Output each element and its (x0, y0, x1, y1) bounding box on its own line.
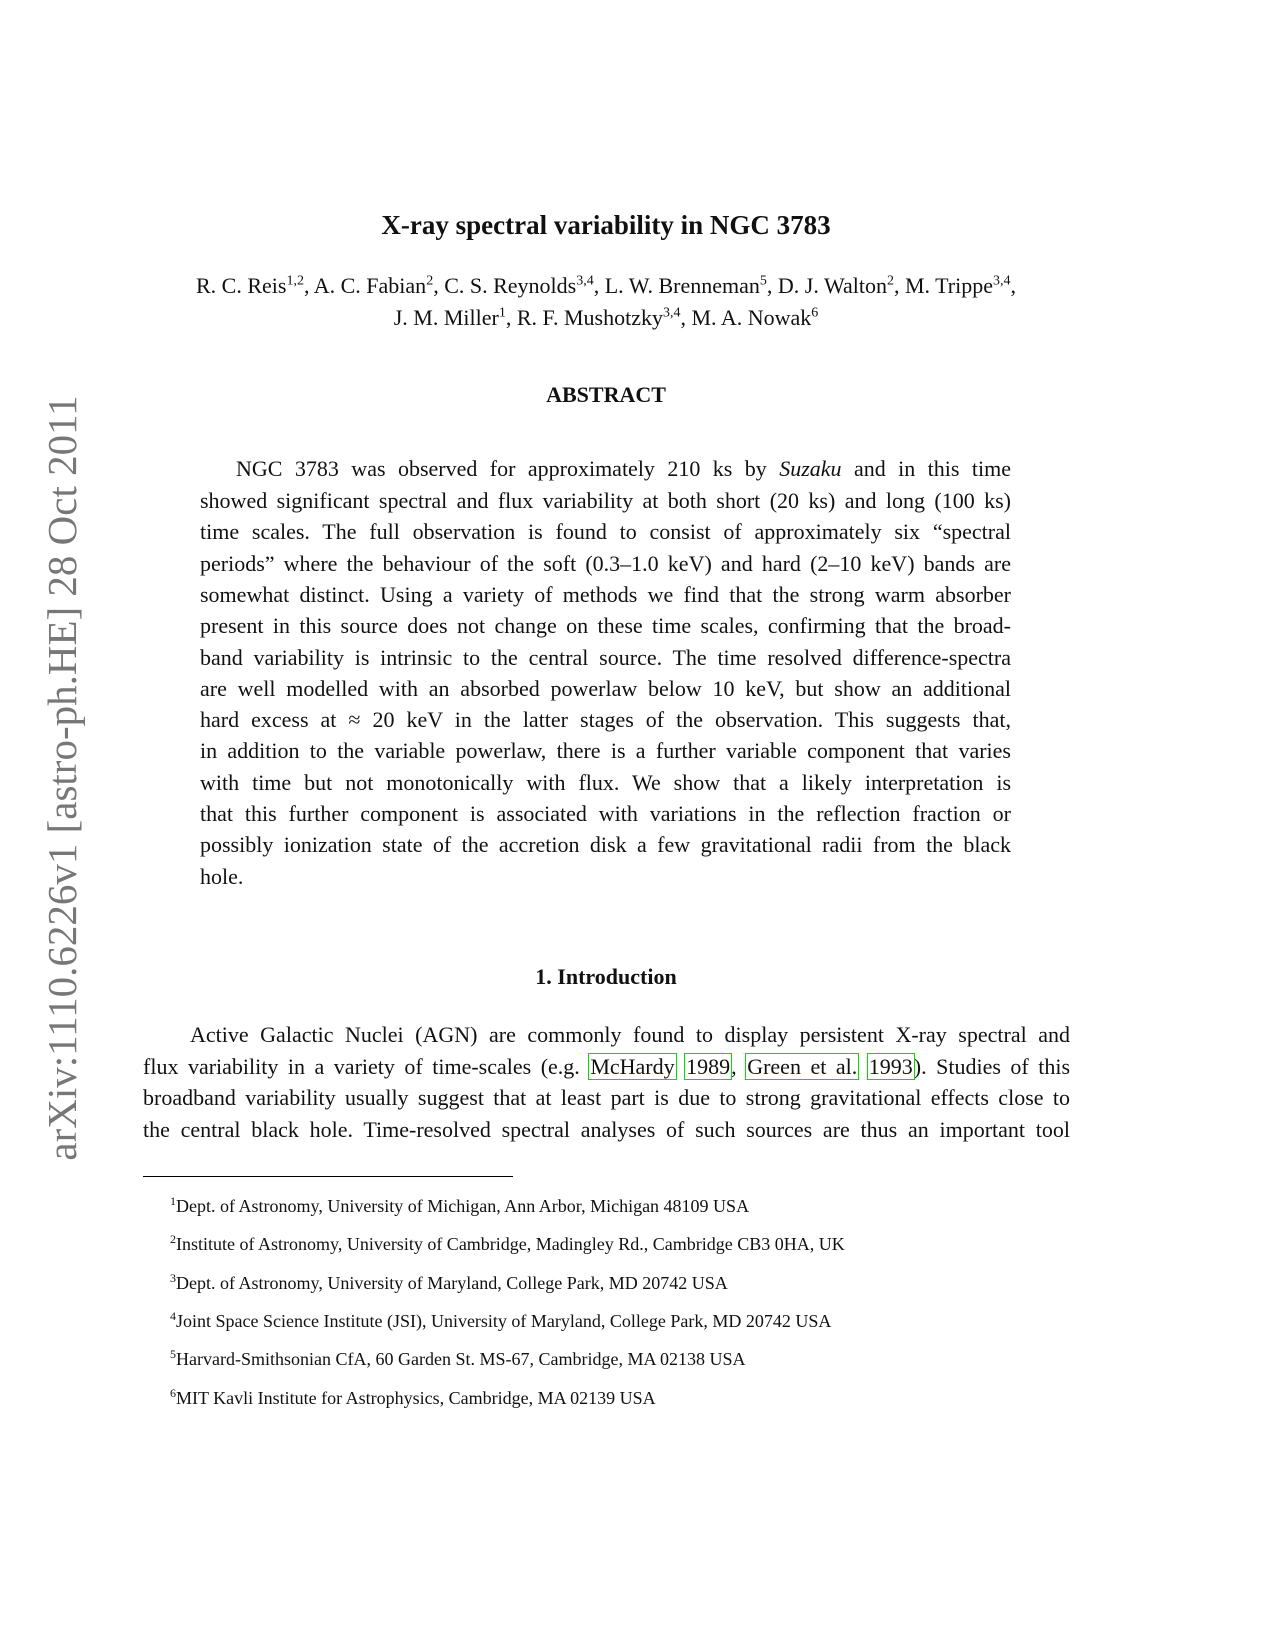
citation-year-link[interactable]: 1993 (868, 1054, 913, 1079)
abstract-line: present in this source does not change on these time scales, confirming that the broad- (200, 613, 1011, 639)
author-list-line-2 (0, 305, 1212, 331)
citation-year-link[interactable]: 1989 (686, 1054, 731, 1079)
separator: , (303, 273, 314, 298)
footnote-number: 5 (170, 1347, 176, 1362)
author: J. M. Miller (393, 305, 499, 330)
section-heading-introduction: 1. Introduction (535, 964, 677, 989)
separator: , (1010, 273, 1017, 298)
footnote-text: MIT Kavli Institute for Astrophysics, Cambridge, MA 02139 USA (176, 1387, 656, 1408)
abstract-line: band variability is intrinsic to the central source. The time resolved difference-spectra (200, 644, 1011, 670)
author: L. W. Brenneman (604, 273, 760, 298)
abstract-line: somewhat distinct. Using a variety of methods we find that the strong warm absorber (200, 581, 1011, 607)
author: C. S. Reynolds (444, 273, 577, 298)
arxiv-stamp: arXiv:1110.6226v1 [astro-ph.HE] 28 Oct 2011 (39, 395, 85, 1161)
separator: , (766, 273, 778, 298)
footnote (170, 1270, 728, 1294)
intro-text: , (731, 1054, 747, 1079)
abstract-line (236, 456, 1011, 482)
footnote (170, 1196, 749, 1217)
affiliation-marker: 3,4 (993, 273, 1011, 289)
author: R. F. Mushotzky (516, 305, 663, 330)
footnote-rule (143, 1176, 513, 1177)
separator: , (893, 273, 905, 298)
footnote (170, 1349, 745, 1370)
abstract-line: showed significant spectral and flux variability at both short (20 ks) and long (100 ks) (200, 488, 1011, 513)
affiliation-marker: 1,2 (286, 273, 304, 289)
abstract-line: with time but not monotonically with flux. We show that a likely interpretation is (200, 769, 1011, 795)
abstract-text: NGC 3783 was observed for approximately 210 ks by (236, 456, 780, 481)
intro-line: Active Galactic Nuclei (AGN) are commonly found to display persistent X-ray spectral and (190, 1022, 1070, 1047)
affiliation-marker: 2 (886, 273, 894, 289)
footnote (170, 1385, 656, 1409)
citation-link-green[interactable]: Green et al. (747, 1054, 858, 1079)
citation-link-mchardy[interactable]: McHardy (590, 1054, 675, 1079)
author: A. C. Fabian (313, 273, 427, 298)
author: M. Trippe (904, 273, 994, 298)
affiliation-marker: 3,4 (663, 305, 681, 321)
author: D. J. Walton (777, 273, 887, 298)
intro-line: the central black hole. Time-resolved spectral analyses of such sources are thus an important tool (143, 1117, 1070, 1142)
separator: , (505, 305, 517, 330)
mission-name: Suzaku (779, 456, 842, 481)
abstract-line: periods” where the behaviour of the soft (0.3–1.0 keV) and hard (2–10 keV) bands are (200, 550, 1011, 576)
affiliation-marker: 2 (426, 273, 434, 289)
footnote (170, 1234, 845, 1255)
affiliation-marker: 5 (759, 273, 767, 289)
intro-line (143, 1054, 1070, 1080)
paper-title: X-ray spectral variability in NGC 3783 (381, 210, 831, 240)
abstract-heading: ABSTRACT (546, 382, 666, 407)
separator: , (680, 305, 692, 330)
abstract-line: are well modelled with an absorbed powerlaw below 10 keV, but show an additional (200, 675, 1011, 701)
affiliation-marker: 3,4 (576, 273, 594, 289)
author: R. C. Reis (195, 273, 287, 298)
author-list-line-1 (0, 273, 1212, 299)
abstract-line: in addition to the variable powerlaw, there is a further variable component that varies (200, 738, 1011, 764)
author: M. A. Nowak (691, 305, 812, 330)
footnote-text: Harvard-Smithsonian CfA, 60 Garden St. MS-67, Cambridge, MA 02138 USA (176, 1349, 746, 1370)
abstract-line: hole. (200, 863, 244, 889)
intro-line: broadband variability usually suggest that at least part is due to strong gravitational effects close to (143, 1085, 1070, 1110)
footnote-number: 2 (170, 1232, 176, 1247)
abstract-line: hard excess at ≈ 20 keV in the latter stages of the observation. This suggests that, (200, 707, 1011, 733)
separator: , (593, 273, 605, 298)
footnote-number: 3 (170, 1270, 176, 1285)
separator: , (433, 273, 445, 298)
abstract-line: that this further component is associated with variations in the reflection fraction or (200, 801, 1011, 826)
footnote-text: Dept. of Astronomy, University of Maryland, College Park, MD 20742 USA (176, 1272, 728, 1293)
affiliation-marker: 6 (811, 305, 819, 321)
intro-text: flux variability in a variety of time-scales (e.g. (143, 1054, 590, 1079)
footnote-number: 6 (170, 1385, 176, 1400)
footnote (170, 1308, 832, 1332)
footnote-text: Institute of Astronomy, University of Cambridge, Madingley Rd., Cambridge CB3 0HA, UK (176, 1234, 845, 1255)
abstract-line: time scales. The full observation is found to consist of approximately six “spectral (200, 519, 1011, 545)
abstract-line: possibly ionization state of the accretion disk a few gravitational radii from the black (200, 832, 1011, 858)
footnote-text: Dept. of Astronomy, University of Michigan, Ann Arbor, Michigan 48109 USA (176, 1196, 750, 1216)
affiliation-marker: 1 (498, 305, 506, 321)
abstract-text: and in this time (841, 456, 1011, 481)
footnote-text: Joint Space Science Institute (JSI), University of Maryland, College Park, MD 20742 USA (176, 1310, 832, 1331)
footnote-number: 4 (170, 1308, 176, 1323)
footnote-number: 1 (170, 1194, 176, 1208)
intro-text: ). Studies of this (913, 1054, 1071, 1079)
